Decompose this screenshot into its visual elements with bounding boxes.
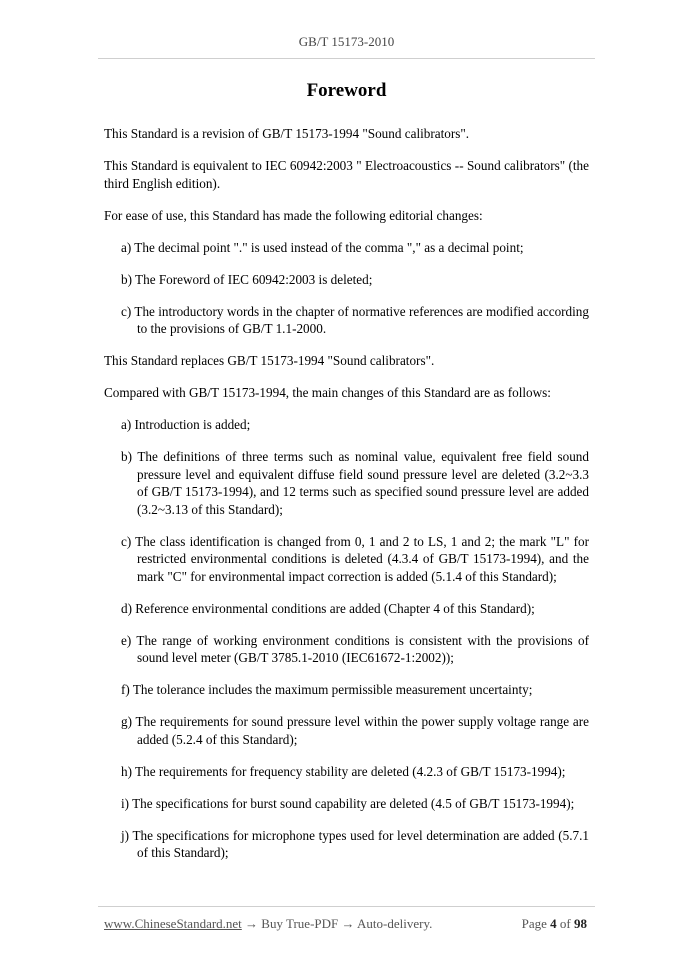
total-pages: 98 bbox=[574, 916, 587, 931]
intro-paragraph-1: This Standard is a revision of GB/T 15173-1994 "Sound calibrators". bbox=[104, 126, 470, 141]
editorial-change-a bbox=[121, 239, 589, 257]
main-change-i bbox=[121, 795, 589, 813]
list-item-text: j) The specifications for microphone types used for level determination are added (5.7.1 of this Standard); bbox=[121, 827, 589, 860]
page-number bbox=[522, 916, 587, 932]
auto-delivery-text: Auto-delivery. bbox=[357, 916, 433, 931]
arrow-right-icon: → bbox=[341, 916, 355, 931]
main-change-h bbox=[121, 763, 589, 781]
list-item-text: c) The introductory words in the chapter of normative references are modified according to the provisions of GB/T 1.1-2000. bbox=[121, 303, 589, 336]
replaces-paragraph: This Standard replaces GB/T 15173-1994 "Sound calibrators". bbox=[104, 353, 435, 368]
list-item-text: d) Reference environmental conditions are added (Chapter 4 of this Standard); bbox=[121, 600, 535, 616]
list-item-text: e) The range of working environment conditions is consistent with the provisions of sound level meter (GB/T 3785.1-2010 (IEC61672-1:2002)); bbox=[121, 632, 589, 665]
main-change-j bbox=[121, 827, 589, 862]
intro-paragraph-3: For ease of use, this Standard has made the following editorial changes: bbox=[104, 207, 483, 223]
list-item-text: f) The tolerance includes the maximum permissible measurement uncertainty; bbox=[121, 682, 533, 697]
editorial-change-c bbox=[121, 303, 589, 338]
arrow-right-icon: → bbox=[245, 916, 259, 931]
main-change-b bbox=[121, 448, 589, 518]
main-change-f bbox=[121, 681, 589, 699]
list-item-text: b) The Foreword of IEC 60942:2003 is deleted; bbox=[121, 271, 373, 287]
main-change-d bbox=[121, 600, 589, 618]
footer-rule bbox=[98, 906, 595, 907]
list-item-text: g) The requirements for sound pressure level within the power supply voltage range are added (5.2.4 of this Standard); bbox=[121, 714, 589, 747]
footer-links bbox=[104, 916, 432, 932]
site-link[interactable]: www.ChineseStandard.net bbox=[104, 916, 242, 931]
running-header: GB/T 15173-2010 bbox=[298, 34, 395, 49]
main-change-c bbox=[121, 533, 589, 586]
page-label: Page bbox=[521, 916, 547, 931]
intro-paragraph-2: This Standard is equivalent to IEC 60942:2003 " Electroacoustics -- Sound calibrators" (the third English edition). bbox=[104, 158, 589, 191]
list-item-text: b) The definitions of three terms such as nominal value, equivalent free field sound pressure level and equivalent diffuse field sound pressure level are deleted (3.2~3.3 of GB/T 15173-1994), and 12 terms such as specified sound pressure level are added (3.2~3.13 of this Standard); bbox=[121, 449, 589, 517]
list-item-text: i) The specifications for burst sound capability are deleted (4.5 of GB/T 15173-1994); bbox=[121, 795, 575, 811]
main-change-g bbox=[121, 713, 589, 748]
page-title: Foreword bbox=[306, 80, 387, 101]
compared-paragraph: Compared with GB/T 15173-1994, the main changes of this Standard are as follows: bbox=[104, 385, 551, 400]
current-page: 4 bbox=[550, 916, 557, 931]
main-change-a bbox=[121, 416, 589, 434]
editorial-change-b bbox=[121, 271, 589, 289]
body-text bbox=[104, 125, 589, 876]
list-item-text: c) The class identification is changed from 0, 1 and 2 to LS, 1 and 2; the mark "L" for restricted environmental conditions is deleted (4.3.4 of GB/T 15173-1994), and the mark "C" for environmental impact correction is added (5.1.4 of this Standard); bbox=[121, 533, 589, 584]
list-item-text: a) The decimal point "." is used instead of the comma "," as a decimal point; bbox=[121, 239, 524, 255]
main-change-e bbox=[121, 632, 589, 667]
of-label: of bbox=[559, 916, 571, 931]
list-item-text: h) The requirements for frequency stability are deleted (4.2.3 of GB/T 15173-1994); bbox=[121, 763, 566, 779]
header-rule bbox=[98, 58, 595, 59]
list-item-text: a) Introduction is added; bbox=[121, 417, 251, 432]
buy-true-pdf-text: Buy True-PDF bbox=[261, 916, 339, 931]
